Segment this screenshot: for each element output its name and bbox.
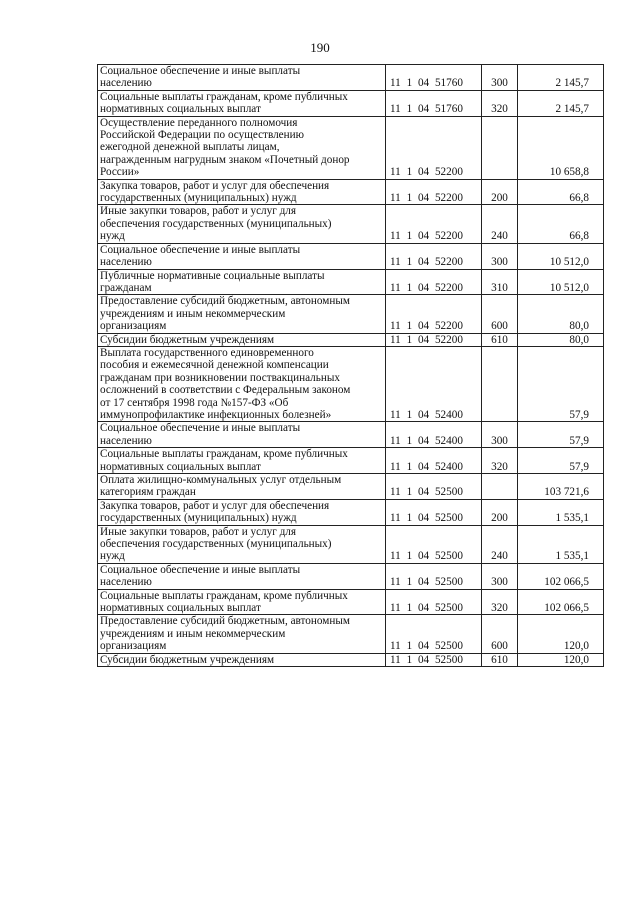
amount-cell: 80,0	[518, 333, 604, 346]
expense-name-line: Социальное обеспечение и иные выплаты	[100, 243, 301, 256]
expense-type-cell: 240	[482, 205, 518, 243]
table-row	[98, 65, 604, 91]
expense-name-line: ежегодной денежной выплаты лицам,	[100, 141, 280, 154]
expense-name-cell	[98, 269, 386, 295]
table-row	[98, 615, 604, 653]
expense-name-line: государственных (муниципальных) нужд	[100, 512, 297, 525]
table-row	[98, 563, 604, 589]
expense-name-cell	[98, 563, 386, 589]
table-row	[98, 205, 604, 243]
expense-type-cell: 600	[482, 615, 518, 653]
budget-code-cell: 11 1 04 52500	[386, 615, 482, 653]
expense-name-line: Субсидии бюджетным учреждениям	[100, 333, 275, 346]
expense-name-line: Иные закупки товаров, работ и услуг для	[100, 205, 297, 218]
expense-name-line: Закупка товаров, работ и услуг для обеспечения	[100, 179, 330, 192]
table-row	[98, 90, 604, 116]
expense-name-cell	[98, 589, 386, 615]
expense-name-line: населению	[100, 434, 152, 447]
table-row	[98, 474, 604, 500]
expense-type-cell: 610	[482, 653, 518, 666]
expense-name-line: населению	[100, 256, 152, 269]
amount-cell: 120,0	[518, 653, 604, 666]
expense-name-line: иммунопрофилактике инфекционных болезней»	[100, 408, 332, 421]
expense-name-cell	[98, 243, 386, 269]
expense-name-cell	[98, 653, 386, 666]
expense-type-cell: 310	[482, 269, 518, 295]
table-row	[98, 243, 604, 269]
expense-name-line: нужд	[100, 550, 125, 563]
expense-name-line: организациям	[100, 320, 167, 333]
table-row	[98, 448, 604, 474]
amount-cell: 1 535,1	[518, 499, 604, 525]
budget-code-cell: 11 1 04 52400	[386, 422, 482, 448]
expense-type-cell: 320	[482, 90, 518, 116]
amount-cell: 120,0	[518, 615, 604, 653]
expense-name-line: Предоставление субсидий бюджетным, автономным	[100, 295, 350, 308]
amount-cell: 10 512,0	[518, 269, 604, 295]
table-row	[98, 525, 604, 563]
budget-code-cell: 11 1 04 52400	[386, 448, 482, 474]
expense-name-line: государственных (муниципальных) нужд	[100, 192, 297, 205]
expense-name-line: нормативных социальных выплат	[100, 460, 261, 473]
amount-cell: 10 512,0	[518, 243, 604, 269]
expense-name-cell	[98, 448, 386, 474]
expense-name-line: награжденным нагрудным знаком «Почетный донор	[100, 153, 350, 166]
expense-name-line: гражданам	[100, 281, 152, 294]
amount-cell: 2 145,7	[518, 65, 604, 91]
budget-code-cell: 11 1 04 51760	[386, 90, 482, 116]
expense-name-line: Предоставление субсидий бюджетным, автономным	[100, 615, 350, 628]
budget-code-cell: 11 1 04 52500	[386, 563, 482, 589]
table-row	[98, 422, 604, 448]
expense-name-line: Социальное обеспечение и иные выплаты	[100, 422, 301, 435]
amount-cell: 10 658,8	[518, 116, 604, 179]
budget-code-cell: 11 1 04 52500	[386, 499, 482, 525]
table-row	[98, 295, 604, 333]
expense-name-line: пособия и ежемесячной денежной компенсации	[100, 359, 329, 372]
expense-name-line: Субсидии бюджетным учреждениям	[100, 653, 275, 666]
table-body	[98, 65, 604, 667]
table-row	[98, 333, 604, 346]
budget-code-cell: 11 1 04 52500	[386, 653, 482, 666]
expense-name-line: Выплата государственного единовременного	[100, 346, 314, 359]
amount-cell: 80,0	[518, 295, 604, 333]
amount-cell: 102 066,5	[518, 563, 604, 589]
expense-name-line: Социальное обеспечение и иные выплаты	[100, 65, 301, 77]
budget-table	[97, 64, 604, 667]
table-row	[98, 269, 604, 295]
budget-code-cell: 11 1 04 52200	[386, 269, 482, 295]
expense-name-line: гражданам при возникновении поствакцинальных	[100, 371, 340, 384]
expense-type-cell	[482, 346, 518, 421]
expense-name-line: учреждениям и иным некоммерческим	[100, 627, 286, 640]
page-number: 190	[310, 40, 330, 55]
amount-cell: 2 145,7	[518, 90, 604, 116]
expense-type-cell: 320	[482, 448, 518, 474]
expense-name-line: от 17 сентября 1998 года №157-ФЗ «Об	[100, 396, 289, 409]
budget-code-cell: 11 1 04 52200	[386, 243, 482, 269]
expense-name-line: Осуществление переданного полномочия	[100, 116, 298, 129]
expense-type-cell: 200	[482, 179, 518, 205]
expense-name-line: Социальное обеспечение и иные выплаты	[100, 563, 301, 576]
expense-type-cell	[482, 474, 518, 500]
budget-code-cell: 11 1 04 52500	[386, 525, 482, 563]
expense-name-line: организациям	[100, 640, 167, 653]
amount-cell: 66,8	[518, 205, 604, 243]
expense-name-line: нормативных социальных выплат	[100, 602, 261, 615]
expense-name-cell	[98, 179, 386, 205]
table-row	[98, 589, 604, 615]
expense-name-line: населению	[100, 77, 152, 90]
amount-cell: 57,9	[518, 346, 604, 421]
expense-name-line: учреждениям и иным некоммерческим	[100, 307, 286, 320]
expense-name-line: Иные закупки товаров, работ и услуг для	[100, 525, 297, 538]
expense-name-cell	[98, 422, 386, 448]
expense-name-cell	[98, 116, 386, 179]
budget-code-cell: 11 1 04 52200	[386, 333, 482, 346]
expense-type-cell: 300	[482, 65, 518, 91]
expense-type-cell: 300	[482, 563, 518, 589]
expense-name-cell	[98, 525, 386, 563]
expense-name-cell	[98, 65, 386, 91]
expense-name-cell	[98, 295, 386, 333]
expense-name-line: Публичные нормативные социальные выплаты	[100, 269, 325, 282]
expense-name-cell	[98, 346, 386, 421]
table-row	[98, 179, 604, 205]
expense-name-cell	[98, 474, 386, 500]
budget-code-cell: 11 1 04 52400	[386, 346, 482, 421]
amount-cell: 102 066,5	[518, 589, 604, 615]
budget-code-cell: 11 1 04 51760	[386, 65, 482, 91]
amount-cell: 1 535,1	[518, 525, 604, 563]
expense-name-line: населению	[100, 576, 152, 589]
budget-code-cell: 11 1 04 52500	[386, 589, 482, 615]
expense-name-line: Социальные выплаты гражданам, кроме публичных	[100, 90, 348, 103]
expense-type-cell: 300	[482, 243, 518, 269]
table-row	[98, 346, 604, 421]
expense-name-line: Социальные выплаты гражданам, кроме публичных	[100, 589, 348, 602]
expense-type-cell: 600	[482, 295, 518, 333]
amount-cell: 57,9	[518, 448, 604, 474]
expense-type-cell	[482, 116, 518, 179]
expense-type-cell: 320	[482, 589, 518, 615]
expense-name-line: обеспечения государственных (муниципальных)	[100, 217, 332, 230]
expense-name-line: осложнений в соответствии с Федеральным законом	[100, 384, 351, 397]
budget-code-cell: 11 1 04 52200	[386, 179, 482, 205]
amount-cell: 66,8	[518, 179, 604, 205]
expense-type-cell: 240	[482, 525, 518, 563]
expense-type-cell: 200	[482, 499, 518, 525]
expense-name-line: России»	[100, 166, 140, 179]
expense-name-cell	[98, 90, 386, 116]
expense-name-cell	[98, 499, 386, 525]
amount-cell: 57,9	[518, 422, 604, 448]
expense-name-line: Закупка товаров, работ и услуг для обеспечения	[100, 499, 330, 512]
expense-name-line: обеспечения государственных (муниципальных)	[100, 538, 332, 551]
expense-type-cell: 300	[482, 422, 518, 448]
expense-type-cell: 610	[482, 333, 518, 346]
expense-name-line: нормативных социальных выплат	[100, 103, 261, 116]
expense-name-line: Российской Федерации по осуществлению	[100, 129, 304, 142]
expense-name-line: Оплата жилищно-коммунальных услуг отдельным	[100, 474, 342, 486]
expense-name-cell	[98, 333, 386, 346]
table-row	[98, 116, 604, 179]
budget-code-cell: 11 1 04 52500	[386, 474, 482, 500]
budget-code-cell: 11 1 04 52200	[386, 295, 482, 333]
budget-code-cell: 11 1 04 52200	[386, 116, 482, 179]
expense-name-cell	[98, 205, 386, 243]
table-row	[98, 653, 604, 666]
expense-name-line: категориям граждан	[100, 486, 196, 499]
budget-code-cell: 11 1 04 52200	[386, 205, 482, 243]
expense-name-line: нужд	[100, 230, 125, 243]
amount-cell: 103 721,6	[518, 474, 604, 500]
table-row	[98, 499, 604, 525]
expense-name-cell	[98, 615, 386, 653]
expense-name-line: Социальные выплаты гражданам, кроме публичных	[100, 448, 348, 461]
